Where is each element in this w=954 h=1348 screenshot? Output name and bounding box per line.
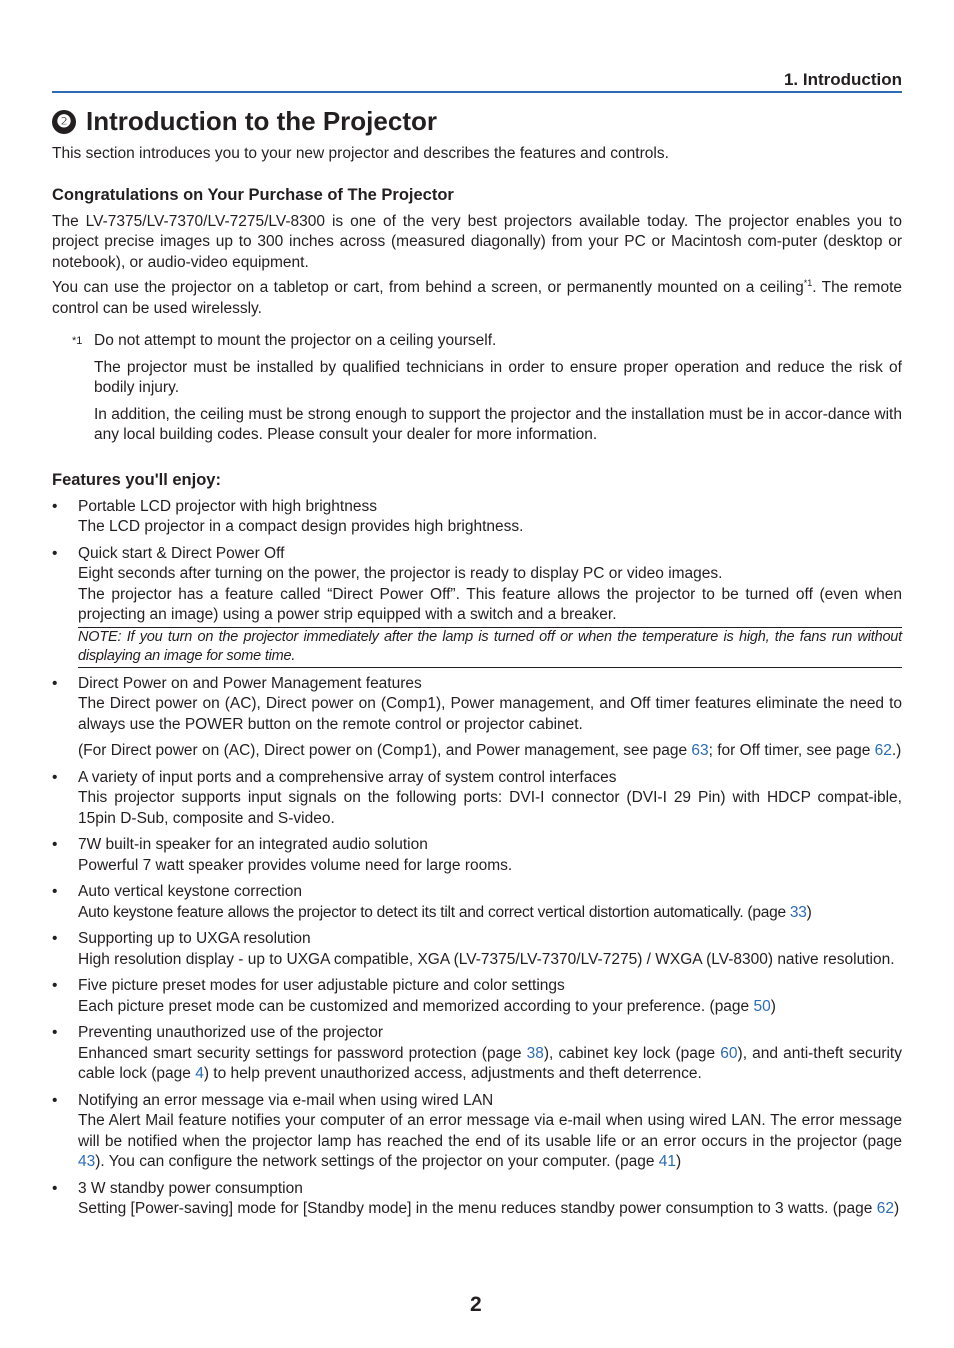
feature-title: • Notifying an error message via e-mail when using wired LAN — [78, 1091, 494, 1109]
feature-body: High resolution display - up to UXGA compatible, XGA (LV-7375/LV-7370/LV-7275) / WXGA (LV-8300) native resolution. — [78, 950, 895, 968]
feature-body: The projector has a feature called “Direct Power Off”. This feature allows the projector to be turned off (even when projecting an image) using a power strip equipped with a switch and a breaker. — [78, 585, 902, 623]
list-item — [52, 768, 902, 830]
body-text: ) — [806, 903, 812, 921]
page-link[interactable]: 41 — [658, 1153, 677, 1170]
feature-title: • A variety of input ports and a comprehensive array of system control interfaces — [78, 768, 617, 786]
body-text: ) to help prevent unauthorized access, adjustments and theft deterrence. — [203, 1065, 702, 1082]
feature-title: • Direct Power on and Power Management features — [78, 674, 422, 692]
feature-body: Eight seconds after turning on the power, the projector is ready to display PC or video images. — [78, 565, 723, 582]
body-text: ), and anti-theft security cable lock (page — [78, 1044, 902, 1082]
page-link[interactable]: 43 — [78, 1153, 96, 1170]
body-text: Enhanced smart security settings for password protection (page — [78, 1044, 527, 1062]
congrats-paragraph-1: The LV-7375/LV-7370/LV-7275/LV-8300 is one of the very best projectors available today. The projector enables you to project precise images up to 300 inches across (measured diagonally) from your PC or Macintosh com-puter (desktop or notebook), or audio-video equipment. — [52, 212, 902, 271]
list-item — [52, 1179, 902, 1220]
footnote-mark: *1 — [72, 335, 83, 347]
feature-body — [78, 997, 902, 1018]
list-item — [52, 1023, 902, 1085]
feature-title: • Portable LCD projector with high brightness — [78, 497, 377, 515]
list-item — [52, 976, 902, 1017]
body-text: ) — [770, 997, 776, 1015]
page-link[interactable]: 62 — [874, 742, 892, 759]
page-number: 2 — [470, 1293, 482, 1316]
ref-text: ; for Off timer, see page — [708, 742, 875, 759]
feature-body: The Direct power on (AC), Direct power on (Comp1), Power management, and Off timer features eliminate the need to always use the POWER button on the remote control or projector cabinet. — [78, 695, 902, 733]
body-text: ). You can configure the network settings of the projector on your computer. (page — [95, 1153, 659, 1170]
feature-title: • Auto vertical keystone correction — [78, 883, 302, 900]
ref-text: .) — [891, 742, 902, 759]
body-text: Auto keystone feature allows the projector to detect its tilt and correct vertical distortion automatically. (page — [78, 903, 790, 921]
footnote-line-2: The projector must be installed by qualified technicians in order to ensure proper operation and reduce the risk of bodily injury. — [94, 358, 902, 396]
page-link[interactable]: 60 — [720, 1044, 738, 1062]
feature-title: • 7W built-in speaker for an integrated audio solution — [78, 836, 428, 853]
page-title-text: Introduction to the Projector — [86, 106, 437, 136]
feature-body: Powerful 7 watt speaker provides volume need for large rooms. — [78, 856, 513, 874]
list-item — [52, 674, 902, 762]
section-number-badge: ❷ — [52, 110, 76, 134]
page-link[interactable]: 62 — [876, 1200, 894, 1217]
page-link[interactable]: 4 — [195, 1065, 204, 1082]
features-section — [52, 470, 902, 1226]
congrats-section — [52, 185, 902, 319]
chapter-header: 1. Introduction — [783, 70, 902, 89]
body-text: ), cabinet key lock (page — [543, 1044, 721, 1062]
footnote-line-1: Do not attempt to mount the projector on a ceiling yourself. — [94, 332, 497, 349]
body-text: ) — [893, 1200, 900, 1217]
page-link[interactable]: 38 — [526, 1044, 544, 1062]
page-link[interactable]: 33 — [789, 903, 807, 921]
header-rule — [52, 91, 902, 93]
body-text: ) — [676, 1153, 682, 1170]
feature-body — [78, 1044, 902, 1085]
body-text: Each picture preset mode can be customized and memorized according to your preference. (page — [78, 997, 754, 1015]
feature-body: This projector supports input signals on the following ports: DVI-I connector (DVI-I 29 Pin) with HDCP compat-ible, 15pin D-Sub, composite and S-video. — [78, 789, 902, 827]
page-link[interactable]: 63 — [691, 742, 709, 759]
feature-title: • Preventing unauthorized use of the projector — [78, 1024, 384, 1041]
body-text: The Alert Mail feature notifies your computer of an error message via e-mail when using wired LAN. The error message will be notified when the projector lamp has reached the end of its usable life or an error occurs in the projector (page — [78, 1112, 902, 1150]
page-title — [52, 106, 437, 137]
feature-title: • 3 W standby power consumption — [78, 1179, 303, 1197]
list-item — [52, 497, 902, 538]
ref-text: (For Direct power on (AC), Direct power on (Comp1), and Power management, see page — [78, 742, 692, 759]
body-text: Setting [Power-saving] mode for [Standby mode] in the menu reduces standby power consumption to 3 watts. (page — [78, 1200, 877, 1217]
note-box: NOTE: If you turn on the projector immediately after the lamp is turned off or when the temperature is high, the fans run without displaying an image for some time. — [78, 627, 902, 668]
features-list — [52, 497, 902, 1220]
footnote — [72, 331, 902, 446]
list-item — [52, 929, 902, 970]
congrats-p2-end: . The remote control can be used wirelessly. — [52, 279, 903, 317]
footnote-ref: *1 — [803, 278, 813, 288]
intro-text: This section introduces you to your new projector and describes the features and controls. — [52, 145, 669, 162]
list-item — [52, 1091, 902, 1173]
feature-body — [78, 1111, 902, 1173]
feature-body — [78, 1199, 902, 1220]
list-item — [52, 544, 902, 668]
feature-body — [78, 903, 902, 924]
list-item — [52, 882, 902, 923]
feature-reference — [78, 741, 902, 762]
features-heading: Features you'll enjoy: — [52, 471, 221, 489]
feature-body: The LCD projector in a compact design provides high brightness. — [78, 518, 524, 535]
feature-title: • Quick start & Direct Power Off — [78, 544, 285, 562]
footnote-line-3: In addition, the ceiling must be strong enough to support the projector and the installation must be in accor-dance with any local building codes. Please consult your dealer for more information. — [94, 405, 902, 443]
list-item — [52, 835, 902, 876]
feature-title: • Supporting up to UXGA resolution — [78, 930, 311, 947]
congrats-paragraph-2 — [52, 273, 902, 319]
congrats-p2-text: You can use the projector on a tabletop or cart, from behind a screen, or permanently mounted on a ceiling — [52, 279, 804, 297]
feature-title: • Five picture preset modes for user adjustable picture and color settings — [78, 977, 565, 994]
page-link[interactable]: 50 — [753, 997, 771, 1015]
congrats-heading: Congratulations on Your Purchase of The Projector — [52, 186, 454, 204]
